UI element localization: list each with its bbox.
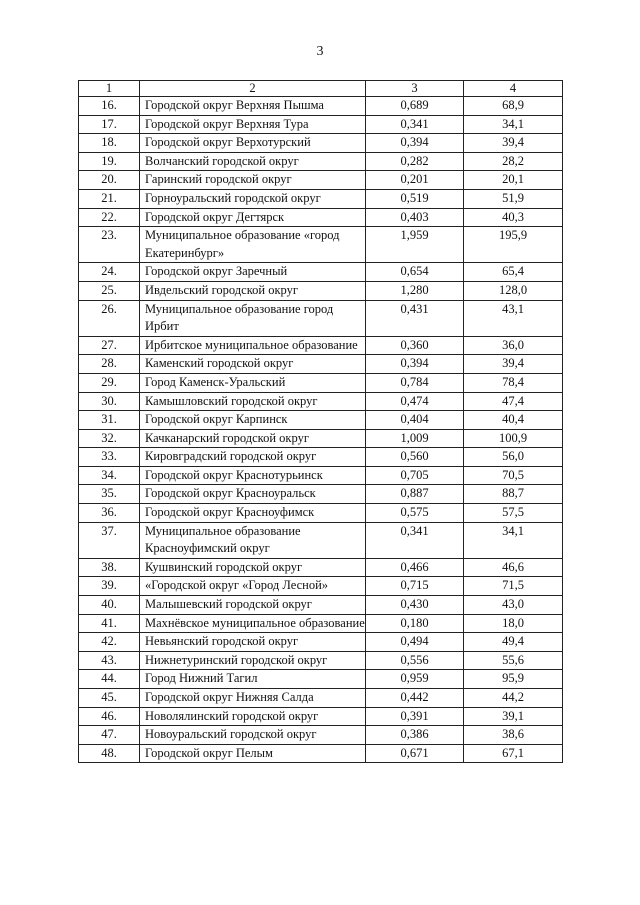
value-col-3: 0,705: [366, 466, 464, 485]
municipality-name: Новоуральский городской округ: [140, 726, 366, 745]
table-row: [79, 411, 563, 430]
table-row: [79, 614, 563, 633]
value-col-4: 95,9: [464, 670, 563, 689]
row-number: 43.: [79, 651, 140, 670]
value-col-4: 55,6: [464, 651, 563, 670]
row-number: 31.: [79, 411, 140, 430]
value-col-3: 0,403: [366, 208, 464, 227]
municipality-name: Малышевский городской округ: [140, 596, 366, 615]
municipality-name: Каменский городской округ: [140, 355, 366, 374]
header-col-2: 2: [140, 81, 366, 97]
municipality-name: Город Каменск-Уральский: [140, 373, 366, 392]
row-number: 47.: [79, 726, 140, 745]
municipality-name: Городской округ Заречный: [140, 263, 366, 282]
municipality-name: Новолялинский городской округ: [140, 707, 366, 726]
value-col-4: 47,4: [464, 392, 563, 411]
row-number: 46.: [79, 707, 140, 726]
row-number: 32.: [79, 429, 140, 448]
value-col-4: 65,4: [464, 263, 563, 282]
municipality-name: Кушвинский городской округ: [140, 558, 366, 577]
table-row: [79, 263, 563, 282]
row-number: 40.: [79, 596, 140, 615]
table-row: [79, 115, 563, 134]
row-number: 27.: [79, 336, 140, 355]
row-number: 23.: [79, 227, 140, 263]
table-row: [79, 429, 563, 448]
table-row: [79, 596, 563, 615]
row-number: 36.: [79, 504, 140, 523]
value-col-4: 88,7: [464, 485, 563, 504]
municipality-name: Городской округ Красноуральск: [140, 485, 366, 504]
municipality-name: Невьянский городской округ: [140, 633, 366, 652]
table-row: [79, 689, 563, 708]
table-row: [79, 134, 563, 153]
table-row: [79, 355, 563, 374]
row-number: 35.: [79, 485, 140, 504]
value-col-3: 0,341: [366, 522, 464, 558]
value-col-3: 0,404: [366, 411, 464, 430]
municipality-name: Муниципальное образование город Ирбит: [140, 300, 366, 336]
value-col-3: 1,959: [366, 227, 464, 263]
row-number: 45.: [79, 689, 140, 708]
value-col-3: 0,341: [366, 115, 464, 134]
value-col-4: 46,6: [464, 558, 563, 577]
page-number: 3: [316, 44, 324, 59]
table-row: [79, 281, 563, 300]
value-col-4: 38,6: [464, 726, 563, 745]
value-col-4: 34,1: [464, 522, 563, 558]
value-col-3: 0,494: [366, 633, 464, 652]
value-col-4: 78,4: [464, 373, 563, 392]
table-body: [79, 97, 563, 763]
value-col-4: 39,4: [464, 355, 563, 374]
value-col-4: 49,4: [464, 633, 563, 652]
municipality-name: Городской округ Нижняя Салда: [140, 689, 366, 708]
value-col-4: 34,1: [464, 115, 563, 134]
value-col-4: 100,9: [464, 429, 563, 448]
municipality-name: Нижнетуринский городской округ: [140, 651, 366, 670]
row-number: 37.: [79, 522, 140, 558]
table-row: [79, 558, 563, 577]
municipality-name: Горноуральский городской округ: [140, 189, 366, 208]
data-table: [78, 80, 563, 763]
municipality-name: Гаринский городской округ: [140, 171, 366, 190]
row-number: 16.: [79, 97, 140, 116]
municipality-name: Городской округ Верхняя Пышма: [140, 97, 366, 116]
row-number: 33.: [79, 448, 140, 467]
table-row: [79, 189, 563, 208]
table-row: [79, 373, 563, 392]
value-col-4: 56,0: [464, 448, 563, 467]
table-row: [79, 707, 563, 726]
value-col-3: 0,431: [366, 300, 464, 336]
municipality-name: Город Нижний Тагил: [140, 670, 366, 689]
value-col-3: 0,201: [366, 171, 464, 190]
municipality-name: Махнёвское муниципальное образование: [140, 614, 366, 633]
value-col-4: 36,0: [464, 336, 563, 355]
row-number: 17.: [79, 115, 140, 134]
value-col-3: 0,519: [366, 189, 464, 208]
municipality-name: Городской округ Пелым: [140, 744, 366, 763]
table-row: [79, 448, 563, 467]
value-col-3: 0,391: [366, 707, 464, 726]
table-row: [79, 171, 563, 190]
row-number: 24.: [79, 263, 140, 282]
value-col-3: 0,282: [366, 152, 464, 171]
value-col-3: 0,959: [366, 670, 464, 689]
value-col-4: 57,5: [464, 504, 563, 523]
row-number: 25.: [79, 281, 140, 300]
municipality-name: Волчанский городской округ: [140, 152, 366, 171]
municipality-name: Городской округ Карпинск: [140, 411, 366, 430]
value-col-3: 0,386: [366, 726, 464, 745]
table-row: [79, 485, 563, 504]
value-col-4: 39,1: [464, 707, 563, 726]
value-col-3: 0,575: [366, 504, 464, 523]
municipality-name: Муниципальное образование Красноуфимский округ: [140, 522, 366, 558]
value-col-3: 0,689: [366, 97, 464, 116]
row-number: 21.: [79, 189, 140, 208]
municipality-name: Городской округ Дегтярск: [140, 208, 366, 227]
table-row: [79, 336, 563, 355]
municipality-name: Городской округ Верхотурский: [140, 134, 366, 153]
value-col-4: 71,5: [464, 577, 563, 596]
value-col-4: 43,1: [464, 300, 563, 336]
header-col-1: 1: [79, 81, 140, 97]
table-row: [79, 208, 563, 227]
municipality-name: Муниципальное образование «город Екатеринбург»: [140, 227, 366, 263]
value-col-3: 0,474: [366, 392, 464, 411]
value-col-4: 20,1: [464, 171, 563, 190]
row-number: 26.: [79, 300, 140, 336]
row-number: 38.: [79, 558, 140, 577]
row-number: 34.: [79, 466, 140, 485]
row-number: 18.: [79, 134, 140, 153]
municipality-name: «Городской округ «Город Лесной»: [140, 577, 366, 596]
header-row: [79, 81, 563, 97]
value-col-4: 44,2: [464, 689, 563, 708]
value-col-4: 43,0: [464, 596, 563, 615]
value-col-4: 28,2: [464, 152, 563, 171]
row-number: 48.: [79, 744, 140, 763]
value-col-3: 0,442: [366, 689, 464, 708]
table-row: [79, 392, 563, 411]
municipality-name: Ирбитское муниципальное образование: [140, 336, 366, 355]
value-col-3: 0,715: [366, 577, 464, 596]
row-number: 42.: [79, 633, 140, 652]
value-col-3: 0,430: [366, 596, 464, 615]
table-row: [79, 97, 563, 116]
table-row: [79, 744, 563, 763]
value-col-3: 1,009: [366, 429, 464, 448]
table-row: [79, 504, 563, 523]
municipality-name: Качканарский городской округ: [140, 429, 366, 448]
header-col-3: 3: [366, 81, 464, 97]
value-col-3: 0,654: [366, 263, 464, 282]
value-col-4: 51,9: [464, 189, 563, 208]
value-col-3: 1,280: [366, 281, 464, 300]
value-col-4: 67,1: [464, 744, 563, 763]
table-row: [79, 726, 563, 745]
value-col-4: 70,5: [464, 466, 563, 485]
value-col-3: 0,556: [366, 651, 464, 670]
row-number: 19.: [79, 152, 140, 171]
value-col-3: 0,887: [366, 485, 464, 504]
table-row: [79, 227, 563, 263]
row-number: 41.: [79, 614, 140, 633]
value-col-4: 39,4: [464, 134, 563, 153]
table-row: [79, 670, 563, 689]
table-row: [79, 466, 563, 485]
value-col-3: 0,784: [366, 373, 464, 392]
table-row: [79, 300, 563, 336]
value-col-3: 0,394: [366, 134, 464, 153]
row-number: 39.: [79, 577, 140, 596]
municipality-name: Кировградский городской округ: [140, 448, 366, 467]
value-col-3: 0,180: [366, 614, 464, 633]
municipality-name: Городской округ Краснотурьинск: [140, 466, 366, 485]
row-number: 20.: [79, 171, 140, 190]
row-number: 29.: [79, 373, 140, 392]
table-header: [79, 81, 563, 97]
value-col-3: 0,360: [366, 336, 464, 355]
municipality-name: Ивдельский городской округ: [140, 281, 366, 300]
value-col-4: 18,0: [464, 614, 563, 633]
value-col-3: 0,560: [366, 448, 464, 467]
header-col-4: 4: [464, 81, 563, 97]
table-row: [79, 651, 563, 670]
value-col-4: 128,0: [464, 281, 563, 300]
value-col-4: 195,9: [464, 227, 563, 263]
row-number: 22.: [79, 208, 140, 227]
row-number: 28.: [79, 355, 140, 374]
municipality-name: Городской округ Верхняя Тура: [140, 115, 366, 134]
table-row: [79, 522, 563, 558]
row-number: 30.: [79, 392, 140, 411]
value-col-4: 68,9: [464, 97, 563, 116]
municipality-name: Камышловский городской округ: [140, 392, 366, 411]
value-col-4: 40,3: [464, 208, 563, 227]
table-row: [79, 577, 563, 596]
municipality-name: Городской округ Красноуфимск: [140, 504, 366, 523]
value-col-3: 0,394: [366, 355, 464, 374]
value-col-3: 0,671: [366, 744, 464, 763]
value-col-3: 0,466: [366, 558, 464, 577]
table-row: [79, 152, 563, 171]
row-number: 44.: [79, 670, 140, 689]
value-col-4: 40,4: [464, 411, 563, 430]
table-row: [79, 633, 563, 652]
